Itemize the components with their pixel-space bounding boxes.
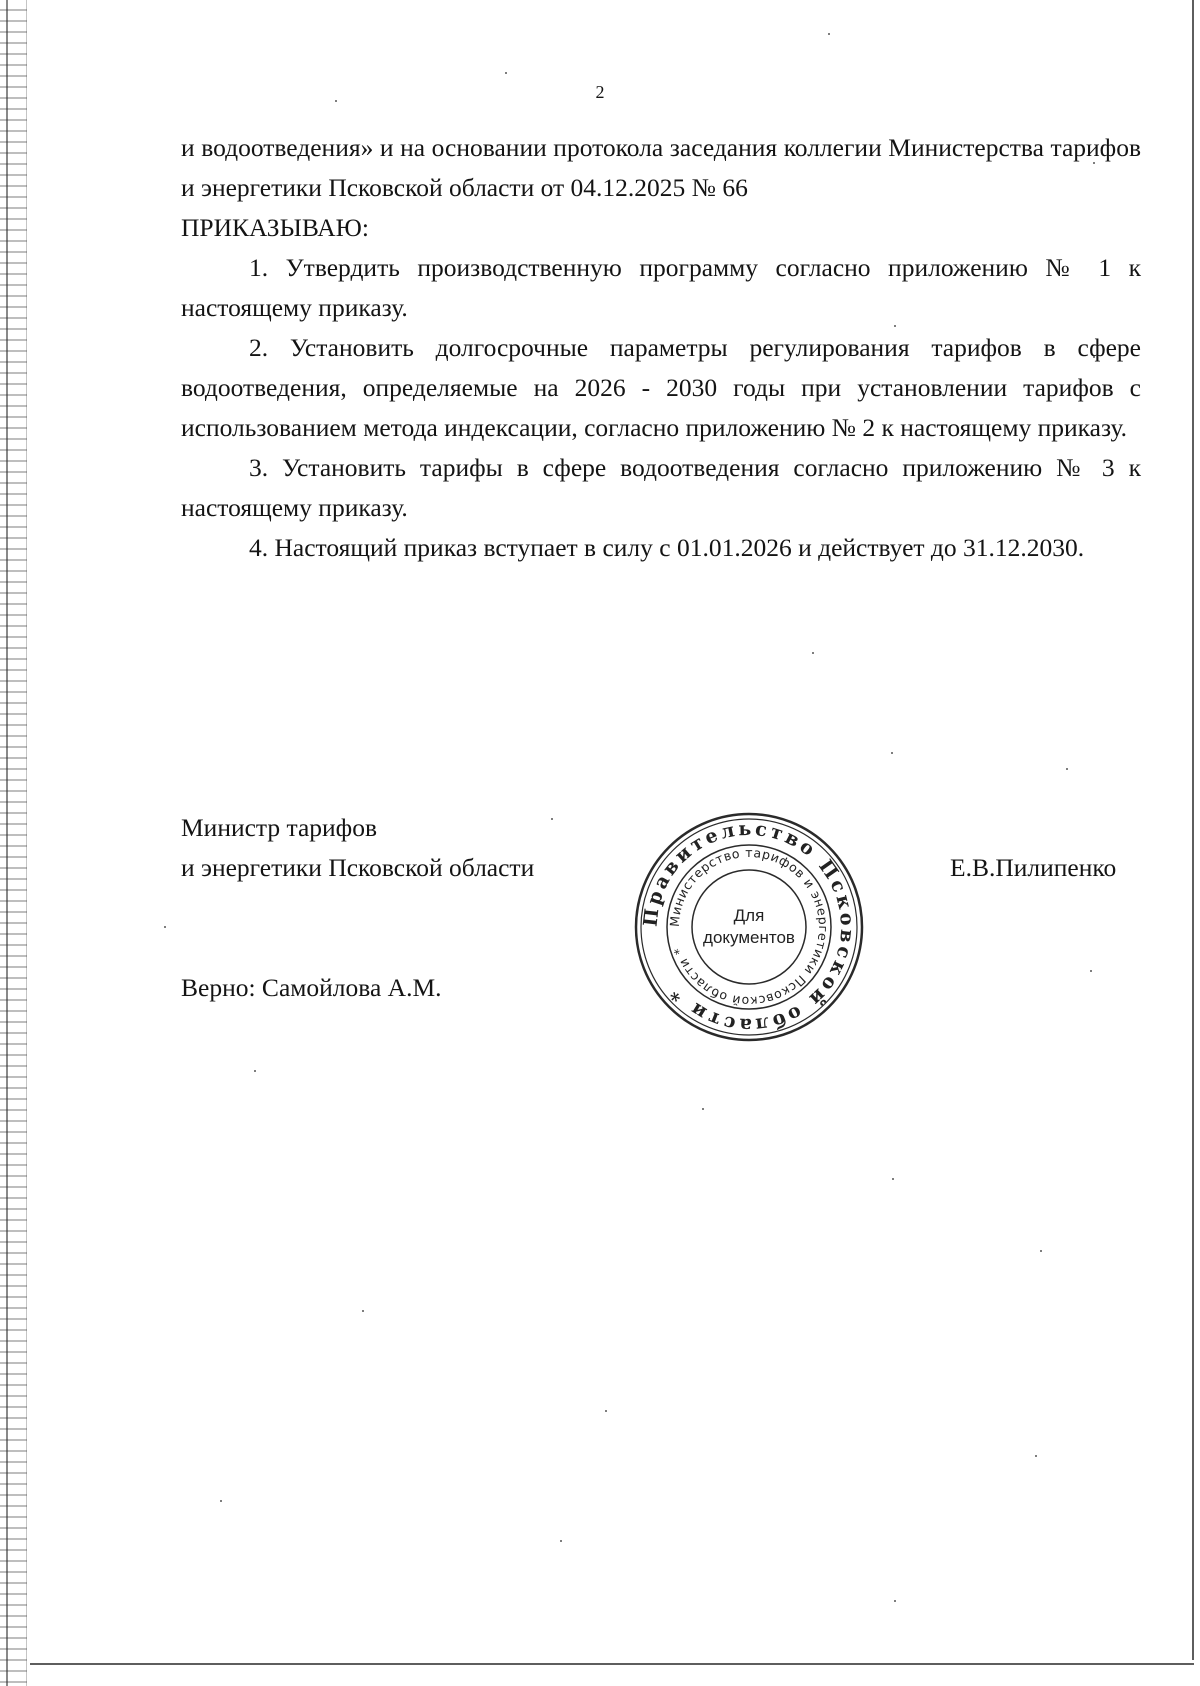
order-item-1: 1. Утвердить производственную программу согласно приложению № 1 к настоящему приказу. [181,253,1141,322]
scan-speck [560,1540,562,1542]
order-item-3: 3. Установить тарифы в сфере водоотведения согласно приложению № 3 к настоящему приказу. [181,453,1141,522]
scan-binding-edge [0,0,27,1686]
preamble-paragraph: и водоотведения» и на основании протокола заседания коллегии Министерства тарифов и энергетики Псковской области от 04.12.2025 № 66 [181,133,1141,202]
scan-speck [1090,970,1092,972]
seal-center [633,811,865,1043]
signatory-position [181,808,534,888]
scan-speck [891,752,893,754]
scan-speck [1066,768,1068,770]
scan-speck [1035,1455,1037,1457]
order-item-4: 4. Настоящий приказ вступает в силу с 01.01.2026 и действует до 31.12.2030. [249,533,1085,562]
scan-speck [894,1600,896,1602]
seal-center-line-2: документов [703,928,795,947]
scan-speck [1040,1250,1042,1252]
scan-speck [702,1108,704,1110]
page-number: 2 [595,82,605,102]
scan-speck [812,652,814,654]
seal-inner-ring-text: Министерство тарифов и энергетики Псковской области * [666,844,832,1010]
seal-outer-text: Правительство Псковской области * [639,817,859,1037]
scan-speck [254,1070,256,1072]
signatory-position-line-1: Министр тарифов [181,813,377,842]
certified-copy-note: Верно: Самойлова А.М. [181,973,442,1002]
order-body [181,128,1141,568]
scan-speck [892,1178,894,1180]
scan-speck [828,33,830,35]
scan-speck [164,926,166,928]
scan-speck [362,1310,364,1312]
order-item-2: 2. Установить долгосрочные параметры регулирования тарифов в сфере водоотведения, определяемые на 2026 - 2030 годы при установлении тарифов с использованием метода индексации, согласно приложению № 2 к настоящему приказу. [181,333,1141,442]
signatory-name: Е.В.Пилипенко [950,853,1117,882]
scan-speck [505,72,507,74]
scan-left-border [6,0,8,1686]
order-heading: ПРИКАЗЫВАЮ: [181,213,369,242]
official-seal [633,811,865,1043]
scan-speck [220,1500,222,1502]
seal-center-line-1: Для [733,906,765,925]
scan-speck [605,1410,607,1412]
scan-right-border [1192,0,1194,1660]
signatory-position-line-2: и энергетики Псковской области [181,853,535,882]
scan-speck [551,818,553,820]
scan-bottom-border [30,1663,1194,1665]
